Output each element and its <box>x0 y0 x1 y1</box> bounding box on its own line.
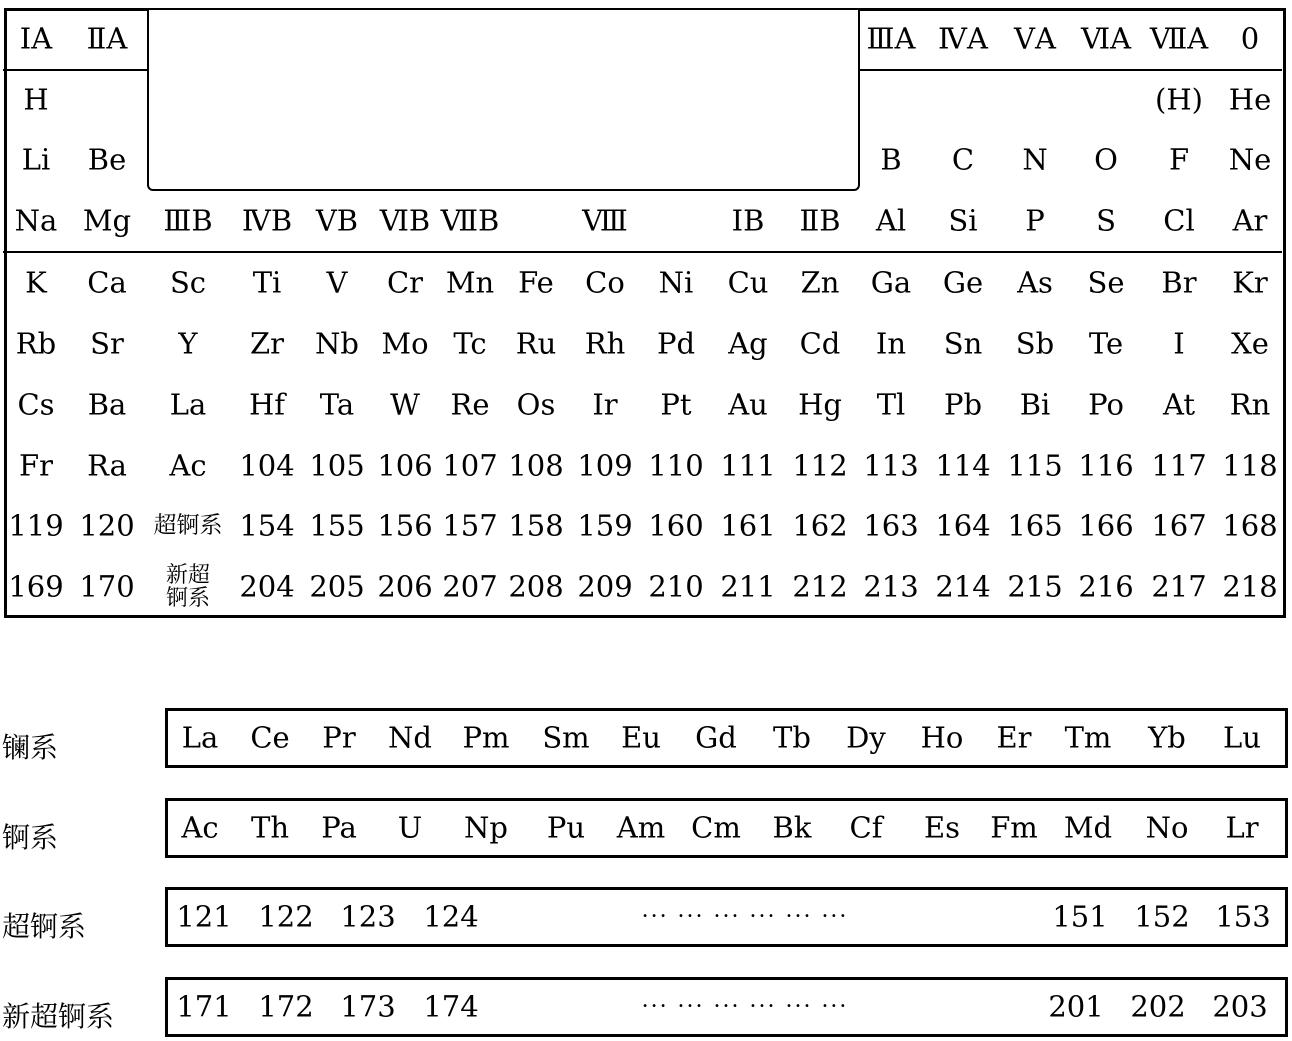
element-cell: 108 <box>508 448 564 483</box>
element-cell: Cr <box>386 265 424 300</box>
element-cell: 156 <box>377 508 433 543</box>
element-cell: Ac <box>169 448 207 483</box>
series-item: 174 <box>423 989 479 1024</box>
element-cell: 218 <box>1222 569 1278 604</box>
table-rule <box>859 69 1282 71</box>
element-cell: Ti <box>252 265 282 300</box>
element-cell: Hg <box>798 387 842 422</box>
series-item: 121 <box>176 899 232 934</box>
element-cell: I <box>1173 326 1185 361</box>
table-rule <box>3 251 1282 253</box>
group-header: ⅥB <box>379 203 431 238</box>
series-item: 202 <box>1130 989 1186 1024</box>
series-item: Pu <box>546 810 586 845</box>
element-cell: Po <box>1088 387 1124 422</box>
element-cell: O <box>1094 142 1118 177</box>
element-cell: 209 <box>577 569 633 604</box>
element-cell: Rn <box>1229 387 1271 422</box>
series-item: 201 <box>1048 989 1104 1024</box>
series-item: Pm <box>462 720 510 755</box>
element-cell: He <box>1228 82 1272 117</box>
element-cell: 117 <box>1151 448 1207 483</box>
element-cell: In <box>875 326 907 361</box>
element-cell: S <box>1096 203 1116 238</box>
series-item: Cm <box>691 810 741 845</box>
element-cell: Nb <box>315 326 359 361</box>
element-cell: 155 <box>309 508 365 543</box>
element-cell: 217 <box>1151 569 1207 604</box>
element-cell: Se <box>1087 265 1125 300</box>
element-cell: Kr <box>1232 265 1268 300</box>
element-cell: 212 <box>792 569 848 604</box>
element-cell: 160 <box>648 508 704 543</box>
element-cell: 206 <box>377 569 433 604</box>
element-cell: 154 <box>239 508 295 543</box>
element-cell: 106 <box>377 448 433 483</box>
element-cell: 116 <box>1078 448 1134 483</box>
element-cell: Xe <box>1231 326 1269 361</box>
element-cell: H <box>23 82 49 117</box>
element-cell: 113 <box>863 448 919 483</box>
series-item: 173 <box>340 989 396 1024</box>
series-item: U <box>397 810 423 845</box>
group-header: 0 <box>1240 21 1260 56</box>
element-cell: Mg <box>82 203 132 238</box>
element-cell: Ne <box>1228 142 1272 177</box>
element-cell: Ba <box>87 387 127 422</box>
element-cell: Rh <box>584 326 626 361</box>
element-cell: Br <box>1161 265 1197 300</box>
element-cell: 207 <box>442 569 498 604</box>
element-cell: 118 <box>1222 448 1278 483</box>
series-item: Fm <box>990 810 1038 845</box>
series-item: Sm <box>542 720 590 755</box>
element-cell: Cu <box>727 265 769 300</box>
element-cell: 105 <box>309 448 365 483</box>
series-item: Eu <box>621 720 661 755</box>
element-cell: 170 <box>79 569 135 604</box>
series-item: Tm <box>1064 720 1112 755</box>
element-cell: 213 <box>863 569 919 604</box>
group-header: ⅣA <box>938 21 988 56</box>
element-cell: 109 <box>577 448 633 483</box>
series-label: 镧系 <box>2 731 59 764</box>
series-item: Pr <box>322 720 356 755</box>
group-header: Ⅷ <box>582 203 628 238</box>
element-cell: 210 <box>648 569 704 604</box>
element-cell: 161 <box>720 508 776 543</box>
element-cell: Ra <box>87 448 127 483</box>
table-rule <box>3 69 147 71</box>
element-cell: Ga <box>870 265 912 300</box>
ellipsis: ··· ··· ··· ··· ··· ··· <box>641 904 849 930</box>
element-cell: P <box>1025 203 1045 238</box>
element-cell: B <box>880 142 902 177</box>
element-cell: Na <box>14 203 58 238</box>
series-box <box>165 887 1288 947</box>
element-cell: 112 <box>792 448 848 483</box>
element-cell: 119 <box>8 508 64 543</box>
group-header: ⅣB <box>241 203 293 238</box>
element-cell: C <box>951 142 975 177</box>
element-cell: 158 <box>508 508 564 543</box>
series-label: 超锕系 <box>2 910 87 943</box>
transition-gap-box <box>147 10 860 191</box>
element-cell: 115 <box>1007 448 1063 483</box>
series-item: Np <box>464 810 508 845</box>
ellipsis: ··· ··· ··· ··· ··· ··· <box>641 994 849 1020</box>
element-cell: 214 <box>935 569 991 604</box>
series-item: Am <box>616 810 666 845</box>
series-item: Th <box>250 810 290 845</box>
group-header: ⅤB <box>315 203 359 238</box>
element-cell: As <box>1017 265 1053 300</box>
element-cell: Cd <box>799 326 841 361</box>
element-cell: Au <box>728 387 768 422</box>
element-cell: Ta <box>319 387 355 422</box>
element-cell: At <box>1162 387 1196 422</box>
element-cell: 215 <box>1007 569 1063 604</box>
series-item: Bk <box>772 810 812 845</box>
element-cell: Ca <box>87 265 127 300</box>
element-cell: La <box>169 387 207 422</box>
element-cell: Mn <box>445 265 495 300</box>
element-cell: Sb <box>1015 326 1055 361</box>
element-cell: 120 <box>79 508 135 543</box>
element-cell: 159 <box>577 508 633 543</box>
element-cell: 165 <box>1007 508 1063 543</box>
element-cell: Ir <box>592 387 618 422</box>
group-header: ⅢB <box>163 203 213 238</box>
element-cell: Cl <box>1163 203 1195 238</box>
element-cell: F <box>1168 142 1190 177</box>
element-cell: 111 <box>720 448 776 483</box>
element-cell: Te <box>1088 326 1124 361</box>
element-cell: (H) <box>1155 82 1203 117</box>
series-item: 123 <box>340 899 396 934</box>
series-item: No <box>1145 810 1189 845</box>
element-cell: Pt <box>660 387 692 422</box>
element-cell: 168 <box>1222 508 1278 543</box>
group-header: ⅦB <box>440 203 500 238</box>
element-cell: 204 <box>239 569 295 604</box>
series-item: La <box>181 720 219 755</box>
group-header: ⅢA <box>866 21 916 56</box>
element-cell: Rb <box>15 326 57 361</box>
element-cell: Fe <box>518 265 554 300</box>
element-cell: K <box>25 265 47 300</box>
element-cell: Fr <box>19 448 53 483</box>
series-item: Pa <box>321 810 357 845</box>
element-cell: Ar <box>1232 203 1268 238</box>
element-cell: Mo <box>381 326 429 361</box>
series-box <box>165 708 1288 768</box>
element-cell: Tl <box>876 387 906 422</box>
series-item: 124 <box>423 899 479 934</box>
series-item: Lr <box>1225 810 1259 845</box>
element-cell: 114 <box>935 448 991 483</box>
element-cell: 167 <box>1151 508 1207 543</box>
series-item: 153 <box>1215 899 1271 934</box>
group-header: ⅠA <box>19 21 53 56</box>
group-header: ⅡB <box>799 203 841 238</box>
element-cell: Pb <box>943 387 983 422</box>
element-cell: Sn <box>943 326 983 361</box>
element-cell: Ni <box>658 265 694 300</box>
element-cell: Ag <box>728 326 768 361</box>
element-cell: Hf <box>248 387 286 422</box>
series-label: 锕系 <box>2 821 59 854</box>
element-cell: W <box>390 387 420 422</box>
element-cell: 216 <box>1078 569 1134 604</box>
series-item: 151 <box>1052 899 1108 934</box>
series-item: Md <box>1063 810 1113 845</box>
element-cell: Pd <box>656 326 696 361</box>
group-header: ⅠB <box>731 203 765 238</box>
series-item: Cf <box>849 810 883 845</box>
element-cell: Ru <box>515 326 557 361</box>
group-header: ⅦA <box>1149 21 1209 56</box>
series-item: 203 <box>1212 989 1268 1024</box>
series-item: Ho <box>920 720 964 755</box>
element-cell: Ge <box>942 265 984 300</box>
element-cell: Os <box>516 387 556 422</box>
series-item: 122 <box>258 899 314 934</box>
series-item: Lu <box>1223 720 1261 755</box>
element-cell: 163 <box>863 508 919 543</box>
element-cell: V <box>326 265 348 300</box>
series-box <box>165 977 1288 1037</box>
element-cell: 208 <box>508 569 564 604</box>
series-item: 152 <box>1134 899 1190 934</box>
element-cell: 104 <box>239 448 295 483</box>
element-cell: Si <box>948 203 978 238</box>
series-item: Ac <box>181 810 219 845</box>
group-header: ⅤA <box>1014 21 1056 56</box>
element-cell: Tc <box>453 326 487 361</box>
element-cell: 超锕系 <box>153 512 223 539</box>
series-item: Yb <box>1148 720 1186 755</box>
series-box <box>165 798 1288 858</box>
element-cell: 107 <box>442 448 498 483</box>
element-cell: Zn <box>800 265 840 300</box>
element-cell: Li <box>21 142 51 177</box>
series-label: 新超锕系 <box>2 1000 115 1033</box>
element-cell: 166 <box>1078 508 1134 543</box>
element-cell: 211 <box>720 569 776 604</box>
element-cell: 164 <box>935 508 991 543</box>
series-item: Ce <box>250 720 290 755</box>
element-cell: Bi <box>1019 387 1051 422</box>
element-cell: Zr <box>249 326 285 361</box>
series-item: Er <box>996 720 1032 755</box>
element-cell: Sc <box>169 265 207 300</box>
series-item: Gd <box>695 720 737 755</box>
element-cell: 169 <box>8 569 64 604</box>
element-cell: 110 <box>648 448 704 483</box>
group-header: ⅡA <box>86 21 128 56</box>
series-item: Tb <box>773 720 811 755</box>
element-cell: Al <box>875 203 907 238</box>
series-item: 172 <box>258 989 314 1024</box>
element-cell: 新超 锕系 <box>165 562 211 611</box>
series-item: 171 <box>176 989 232 1024</box>
element-cell: Sr <box>90 326 124 361</box>
element-cell: Cs <box>17 387 55 422</box>
element-cell: 205 <box>309 569 365 604</box>
element-cell: Y <box>178 326 198 361</box>
series-item: Dy <box>846 720 886 755</box>
series-item: Nd <box>388 720 432 755</box>
element-cell: N <box>1022 142 1048 177</box>
element-cell: Be <box>87 142 127 177</box>
element-cell: 157 <box>442 508 498 543</box>
element-cell: 162 <box>792 508 848 543</box>
element-cell: Co <box>585 265 625 300</box>
series-item: Es <box>923 810 961 845</box>
element-cell: Re <box>450 387 490 422</box>
group-header: ⅥA <box>1080 21 1132 56</box>
